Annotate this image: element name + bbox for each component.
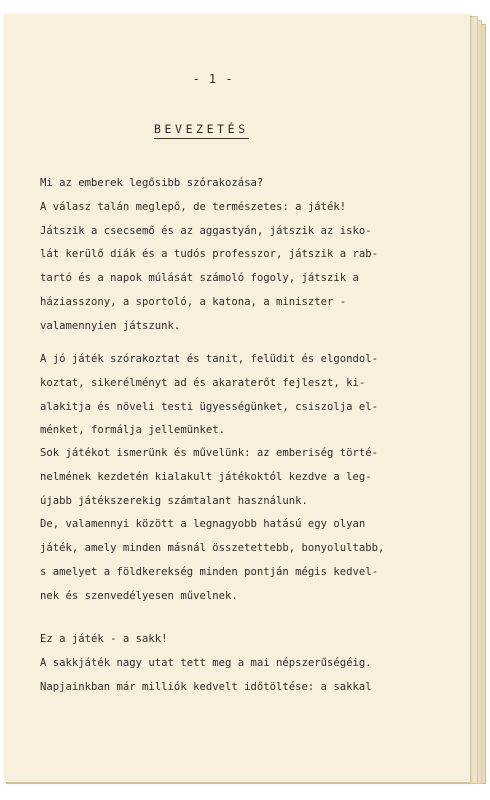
text-line: lát kerülő diák és a tudós professzor, játszik a rab- [40, 248, 379, 261]
text-line: Játszik a csecsemő és az aggastyán, játszik az isko- [40, 224, 372, 237]
page-heading: BEVEZETÉS [154, 122, 249, 139]
text-line: Sok játékot ismerünk és művelünk: az emberiség törté- [40, 447, 379, 459]
paragraph-chess [40, 628, 372, 699]
paragraph-many-games [40, 442, 384, 609]
text-line: játék, amely minden másnál összetettebb, bonyolultabb, [40, 542, 385, 555]
paragraph-good-game [40, 348, 378, 443]
text-line: Mi az emberek legősibb szórakozása? [40, 177, 264, 189]
paragraph-intro [40, 172, 378, 339]
text-line: nek és szenvedélyesen művelnek. [40, 589, 238, 602]
text-line: Ez a játék - a sakk! [40, 633, 168, 645]
text-line: valamennyien játszunk. [40, 319, 181, 332]
text-line: Napjainkban már milliók kedvelt időtöltése: a sakkal [40, 680, 372, 693]
text-line: ménket, formálja jellemünket. [40, 424, 225, 437]
text-line: újabb játékszerekig számtalant használunk. [40, 494, 308, 507]
typewritten-page [4, 14, 470, 782]
text-line: s amelyet a földkerekség minden pontján mégis kedvel- [40, 565, 379, 578]
text-line: De, valamennyi között a legnagyobb hatású egy olyan [40, 518, 366, 531]
text-line: koztat, sikerélményt ad és akaraterőt fejleszt, ki- [40, 376, 366, 389]
text-line: alakitja és növeli testi ügyességünket, csiszolja el- [40, 400, 379, 413]
text-line: nelmének kezdetén kialakult játékoktól kezdve a leg- [40, 470, 372, 483]
text-line: tartó és a napok múlását számoló fogoly, játszik a [40, 272, 359, 285]
text-line: A jó játék szórakoztat és tanit, felüdit és elgondol- [40, 353, 379, 365]
text-line: A sakkjáték nagy utat tett meg a mai népszerűségéig. [40, 656, 372, 669]
page-number: - 1 - [192, 72, 234, 86]
text-line: A válasz talán meglepő, de természetes: a játék! [40, 200, 347, 213]
text-line: háziasszony, a sportoló, a katona, a miniszter - [40, 295, 347, 308]
